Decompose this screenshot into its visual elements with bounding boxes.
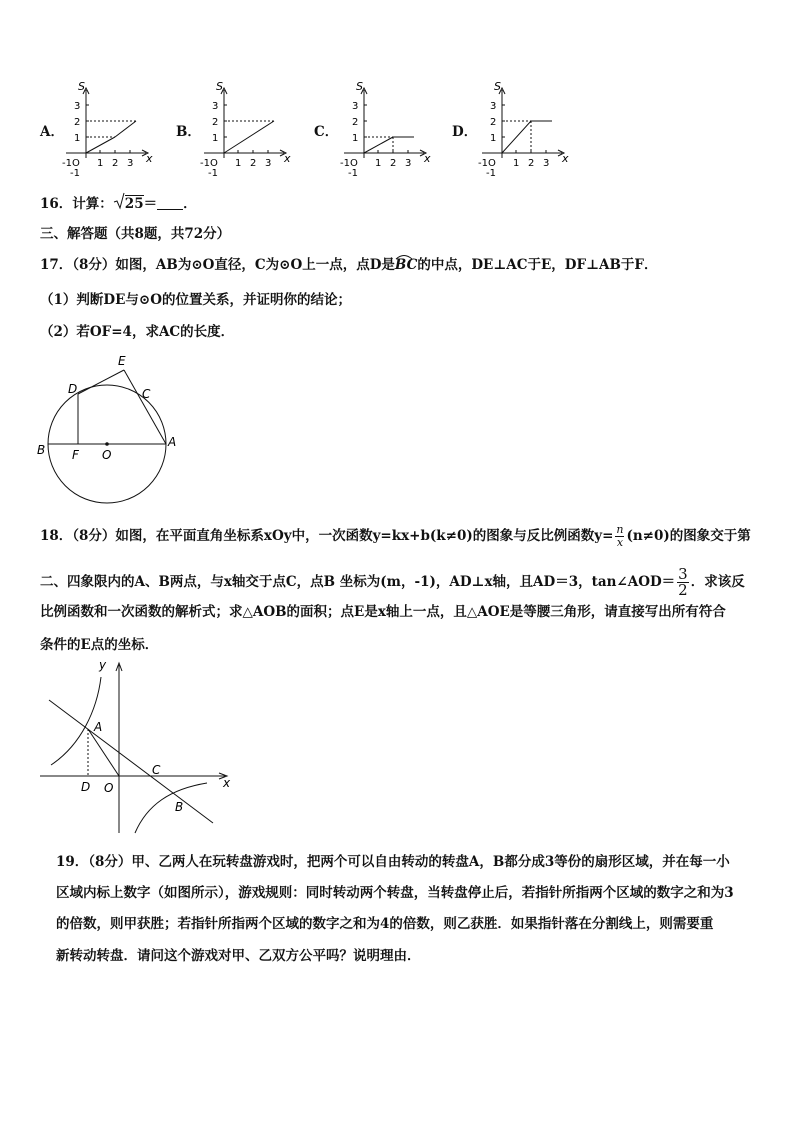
- y-tick: 1: [212, 133, 219, 144]
- y-tick: 2: [352, 117, 359, 128]
- q17-circle-figure: [30, 350, 190, 510]
- x-tick: 1: [235, 158, 242, 169]
- option-d-label: D．: [452, 124, 478, 140]
- origin-label: -1O: [340, 158, 358, 169]
- neg-tick: -1: [486, 168, 496, 179]
- label-x: x: [223, 776, 231, 790]
- label-f: F: [72, 448, 79, 462]
- q19-line1: 19．（8分）甲、乙两人在玩转盘游戏时，把两个可以自由转动的转盘A，B都分成3等份的扇形区域，并在每一小: [56, 854, 730, 870]
- label-c: C: [142, 387, 151, 401]
- option-b-graph: [198, 78, 298, 178]
- neg-tick: -1: [348, 168, 358, 179]
- segment-de: [78, 370, 124, 394]
- segment-ea: [124, 370, 166, 444]
- center-dot: [105, 442, 109, 446]
- x-axis-label: x: [284, 152, 291, 165]
- fraction-3-over-2: [677, 567, 689, 598]
- option-c-graph: [338, 78, 438, 178]
- arc-bc: [395, 257, 417, 273]
- label-y: y: [99, 658, 107, 672]
- q18-line4: 条件的E点的坐标．: [40, 637, 159, 653]
- q19-line4: 新转动转盘．请问这个游戏对甲、乙双方公平吗？说明理由．: [56, 948, 421, 964]
- q18-line3: 比例函数和一次函数的解析式；求△AOB的面积；点E是x轴上一点，且△AOE是等腰三角形，请直接写出所有符合: [40, 604, 726, 620]
- label-e: E: [118, 354, 126, 368]
- x-axis-label: x: [146, 152, 153, 165]
- label-a: A: [94, 720, 103, 734]
- line-ab: [49, 700, 213, 823]
- y-tick: 1: [490, 133, 497, 144]
- frac-den: x: [616, 536, 624, 549]
- q17-part1: （1）判断DE与⊙O的位置关系，并证明你的结论；: [40, 292, 351, 308]
- x-tick: 2: [528, 158, 535, 169]
- q18-line2-b: ．求该反: [690, 574, 745, 590]
- x-tick: 3: [405, 158, 412, 169]
- q18-line1: [40, 524, 751, 549]
- answer-blank: [157, 195, 183, 210]
- q16-radicand: 25: [124, 196, 144, 212]
- x-tick: 1: [513, 158, 520, 169]
- x-tick: 1: [97, 158, 104, 169]
- q18-line1-b: (n≠0)的图象交于第: [626, 528, 751, 544]
- q18-line2-a: 二、四象限内的A、B两点，与x轴交于点C，点B 坐标为(m，-1)，AD⊥x轴，且AD＝3，tan∠AOD＝: [40, 574, 676, 590]
- x-tick: 2: [250, 158, 257, 169]
- neg-tick: -1: [208, 168, 218, 179]
- y-axis-label: S: [356, 80, 363, 93]
- q19-line2: 区域内标上数字（如图所示），游戏规则：同时转动两个转盘，当转盘停止后，若指针所指两个区域的数字之和为3: [56, 885, 734, 901]
- option-d-graph: [476, 78, 576, 178]
- x-tick: 2: [390, 158, 397, 169]
- y-axis-label: S: [78, 80, 85, 93]
- q18-coordinate-figure: [35, 655, 240, 840]
- tan-den: 2: [678, 581, 688, 599]
- label-d: D: [81, 780, 91, 794]
- x-axis-label: x: [424, 152, 431, 165]
- label-b: B: [175, 800, 184, 814]
- option-b-label: B．: [176, 124, 201, 140]
- q18-line1-a: 18．（8分）如图，在平面直角坐标系xOy中，一次函数y=kx+b(k≠0)的图象与反比例函数y=: [40, 528, 614, 544]
- q16-prefix: 16．计算：: [40, 196, 113, 212]
- q16-equals: ＝: [143, 196, 158, 212]
- x-tick: 2: [112, 158, 119, 169]
- segment-ao: [88, 729, 119, 776]
- question-17-stem: [40, 256, 658, 274]
- label-d: D: [68, 382, 78, 396]
- q18-line2: [40, 567, 745, 598]
- y-tick: 2: [74, 117, 81, 128]
- y-tick: 1: [352, 133, 359, 144]
- section-heading: 三、解答题（共8题，共72分）: [40, 226, 231, 242]
- origin-label: -1O: [200, 158, 218, 169]
- tan-num: 3: [678, 565, 688, 583]
- x-tick: 1: [375, 158, 382, 169]
- y-tick: 3: [212, 101, 219, 112]
- frac-num: n: [616, 523, 624, 536]
- option-c-label: C．: [314, 124, 339, 140]
- y-axis-label: S: [494, 80, 501, 93]
- y-tick: 3: [352, 101, 359, 112]
- y-tick: 2: [212, 117, 219, 128]
- question-16: [40, 192, 197, 213]
- q17-stem-b: 的中点，DE⊥AC于E，DF⊥AB于F．: [417, 257, 658, 273]
- x-tick: 3: [127, 158, 134, 169]
- sqrt-icon: [113, 192, 125, 210]
- y-tick: 2: [490, 117, 497, 128]
- origin-label: -1O: [62, 158, 80, 169]
- origin-label: -1O: [478, 158, 496, 169]
- arc-label: BC: [394, 257, 418, 273]
- x-tick: 3: [265, 158, 272, 169]
- option-a-graph: [60, 78, 160, 178]
- arc-icon: [395, 254, 413, 260]
- label-o: O: [104, 781, 114, 795]
- y-tick: 3: [74, 101, 81, 112]
- q19-line3: 的倍数，则甲获胜；若指针所指两个区域的数字之和为4的倍数，则乙获胜．如果指针落在分割线上，则需要重: [56, 916, 714, 932]
- x-tick: 3: [543, 158, 550, 169]
- q17-part2: （2）若OF=4，求AC的长度．: [40, 324, 235, 340]
- hyperbola-branch-4: [135, 783, 207, 833]
- q16-end: ．: [183, 196, 197, 212]
- neg-tick: -1: [70, 168, 80, 179]
- y-axis-label: S: [216, 80, 223, 93]
- y-tick: 1: [74, 133, 81, 144]
- option-a-label: A．: [40, 124, 64, 140]
- label-a: A: [168, 435, 177, 449]
- y-tick: 3: [490, 101, 497, 112]
- fraction-n-over-x: [615, 524, 624, 549]
- label-c: C: [152, 763, 161, 777]
- x-axis-label: x: [562, 152, 569, 165]
- label-o: O: [102, 448, 112, 462]
- label-b: B: [37, 443, 46, 457]
- q17-stem-a: 17．（8分）如图，AB为⊙O直径，C为⊙O上一点，点D是: [40, 257, 395, 273]
